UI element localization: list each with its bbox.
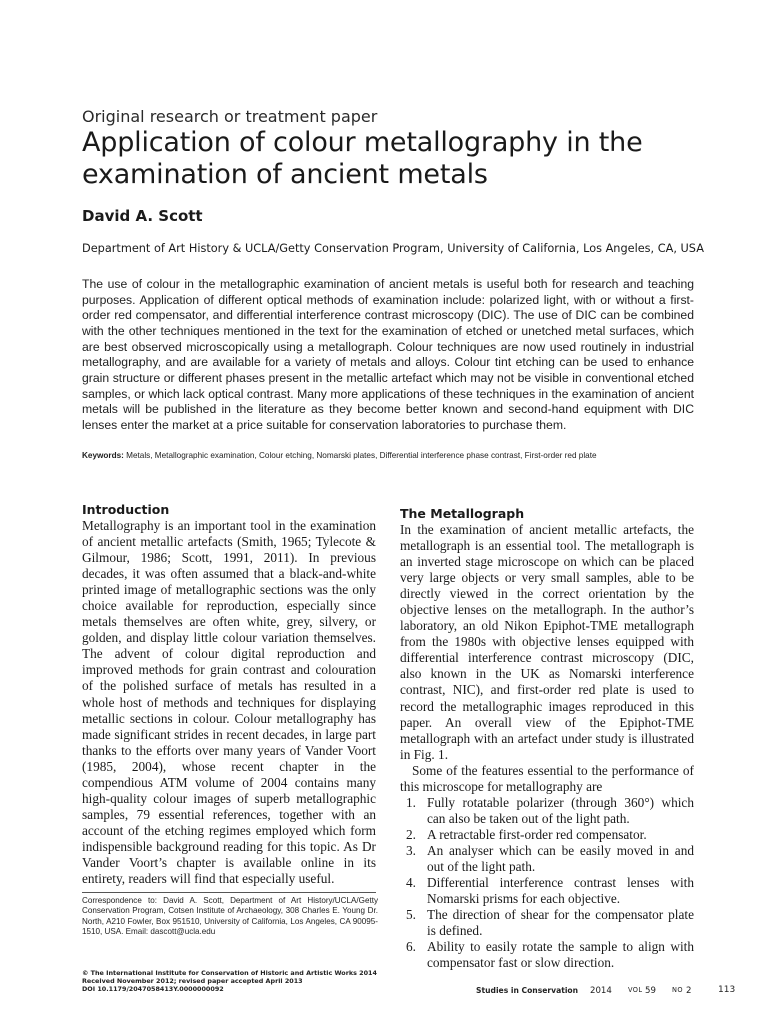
doi-line: DOI 10.1179/2047058413Y.0000000092: [82, 985, 224, 994]
page-number: 113: [718, 985, 736, 995]
metallograph-paragraph-2: Some of the features essential to the performance of this microscope for metallography are: [400, 762, 694, 794]
introduction-body: Metallography is an important tool in the examination of ancient metallic artefacts (Smith, 1965; Tylecote & Gilmour, 1986; Scott, 1991, 2011). In previous decades, it was often assumed that a black-and-white printed image of metallographic sections was the only choice available for reproduction, especially since metals themselves are often white, grey, silvery, or golden, and display little colour variation themselves. The advent of colour digital reproduction and improved methods for grain contrast and colouration of the polished surface of metals has resulted in a whole host of methods and techniques for displaying metallic sections in colour. Colour metallography has made significant strides in recent decades, in large part thanks to the efforts over many years of Vander Voort (1985, 2004), whose recent chapter in the compendious ATM volume of 2004 contains many high-quality colour images of superb metallographic samples, 79 essential references, together with an account of the etching regimes employed which form indispensible background reading for this topic. As Dr Vander Voort’s chapter is available online in its entirety, readers will find that especially useful.: [82, 518, 376, 887]
paper-title: Application of colour metallography in the examination of ancient metals: [82, 127, 643, 190]
keywords-label: Keywords:: [82, 451, 124, 460]
feature-item: [400, 939, 694, 971]
feature-item: [400, 907, 694, 939]
feature-text: An analyser which can be easily moved in and out of the light path.: [427, 842, 694, 874]
author-name: David A. Scott: [82, 207, 203, 225]
metallograph-paragraph-1: In the examination of ancient metallic artefacts, the metallograph is an essential tool. The metallograph is an inverted stage microscope on which can be placed very large objects or very small samples, able to be directly viewed in the correct orientation by the objective lenses on the metallograph. In the author’s laboratory, an old Nikon Epiphot-TME metallograph from the 1980s with objective lenses equipped with differential interference contrast microscopy (DIC, also known in the UK as Nomarski interference contrast, NIC), and first-order red plate is used to record the metallographic images reproduced in this paper. An overall view of the Epiphot-TME metallograph with an artefact under study is illustrated in Fig. 1.: [400, 522, 694, 762]
journal-year: 2014: [590, 986, 612, 996]
feature-text: The direction of shear for the compensator plate is defined.: [427, 907, 694, 939]
issue-label: NO: [672, 986, 683, 994]
feature-text: Ability to easily rotate the sample to align with compensator fast or slow direction.: [427, 939, 694, 971]
introduction-heading: Introduction: [82, 502, 170, 517]
correspondence-note: Correspondence to: David A. Scott, Department of Art History/UCLA/Getty Conservation Program, Cotsen Institute of Archaeology, 308 Charles E. Young Dr. North, A210 Fowler, Box 951510, University of California, Los Angeles, CA 90095-1510, USA. Email: dascott@ucla.edu: [82, 896, 378, 936]
feature-number: 6.: [406, 939, 416, 955]
journal-name: Studies in Conservation: [476, 986, 579, 995]
feature-number: 2.: [406, 826, 416, 842]
feature-text: Differential interference contrast lenses with Nomarski prisms for each objective.: [427, 875, 694, 907]
metallograph-heading: The Metallograph: [400, 506, 525, 521]
paper-type-label: Original research or treatment paper: [82, 107, 378, 126]
volume-number: 59: [645, 986, 656, 996]
feature-item: [400, 843, 694, 875]
volume-label: VOL: [628, 986, 643, 994]
issue-number: 2: [686, 986, 692, 996]
feature-number: 1.: [406, 794, 416, 810]
keywords-text: Metals, Metallographic examination, Colour etching, Nomarski plates, Differential interference phase contrast, First-order red plate: [126, 451, 597, 460]
feature-item: [400, 795, 694, 827]
right-column: [400, 505, 694, 971]
keywords: [82, 451, 702, 460]
publication-info: [82, 969, 442, 994]
feature-text: A retractable first-order red compensator.: [427, 826, 647, 842]
left-column: [82, 501, 376, 887]
feature-number: 5.: [406, 907, 416, 923]
feature-number: 3.: [406, 842, 416, 858]
abstract: The use of colour in the metallographic examination of ancient metals is useful both for research and teaching purposes. Application of different optical methods of examination include: polarized light, with or without a first-order red compensator, and differential interference contrast microscopy (DIC). The use of DIC can be combined with the other techniques mentioned in the text for the examination of etched or unetched metal surfaces, which are best observed microscopically using a metallograph. Colour techniques are now used routinely in industrial metallography, and are available for a variety of metals and alloys. Colour tint etching can be used to enhance grain structure or different phases present in the metallic artefact which may not be visible in conventional etched samples, or which lack optical contrast. Many more applications of these techniques in the examination of ancient metals will be published in the literature as they become better known and second-hand equipment with DIC lenses enter the market at a price suitable for conservation laboratories to purchase them.: [82, 277, 694, 432]
feature-text: Fully rotatable polarizer (through 360°) which can also be taken out of the light path.: [427, 794, 694, 826]
feature-list: [400, 795, 694, 972]
received-line: Received November 2012; revised paper accepted April 2013: [82, 977, 303, 986]
author-affiliation: Department of Art History & UCLA/Getty Conservation Program, University of California, Los Angeles, CA, USA: [82, 242, 704, 255]
feature-number: 4.: [406, 875, 416, 891]
feature-item: [400, 875, 694, 907]
footnote-divider: [82, 892, 376, 893]
feature-item: [400, 827, 694, 843]
copyright-line: © The International Institute for Conservation of Historic and Artistic Works 2014: [82, 969, 377, 977]
